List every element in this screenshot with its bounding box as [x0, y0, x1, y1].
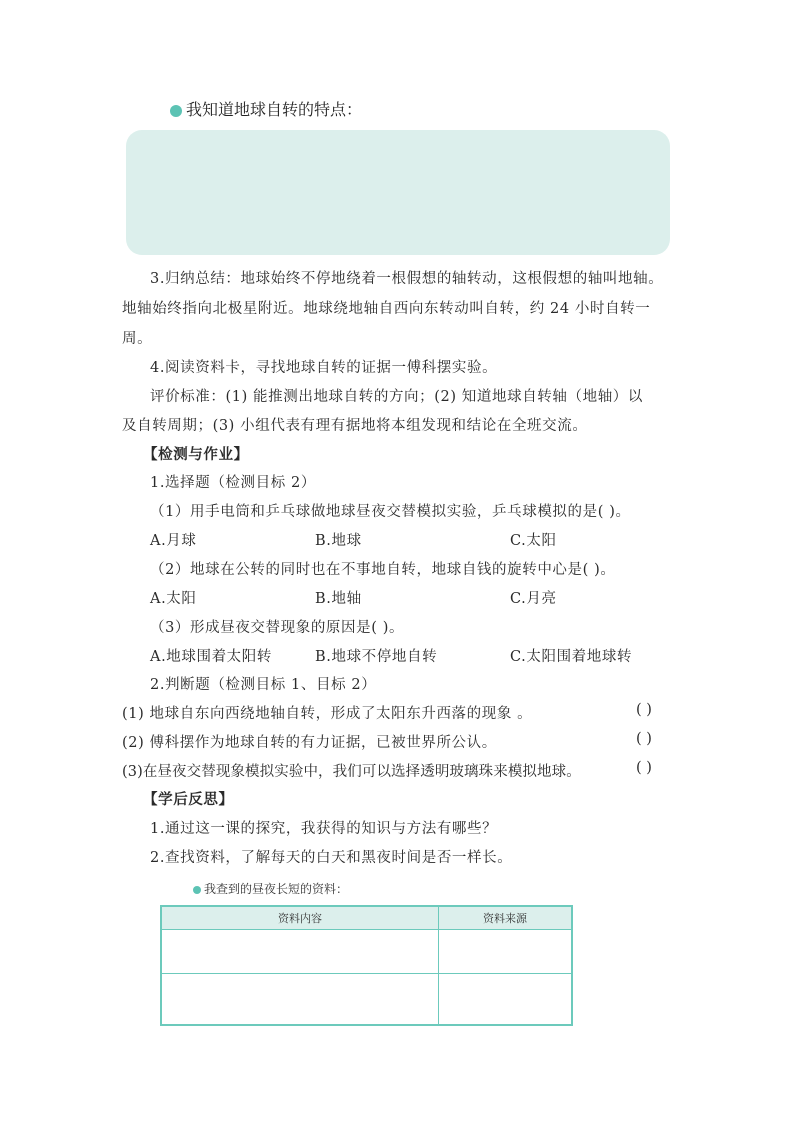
resource-table: [160, 905, 573, 1026]
header-content: 资料内容: [161, 906, 439, 930]
step4-text: 4.阅读资料卡，寻找地球自转的证据一傅科摆实验。: [150, 360, 498, 376]
cell-content-1[interactable]: [161, 930, 439, 974]
q2-option-c[interactable]: C.月亮: [510, 591, 557, 607]
q3-option-a[interactable]: A.地球围着太阳转: [150, 649, 272, 665]
q1-option-b[interactable]: B.地球: [315, 533, 362, 549]
header-source: 资料来源: [439, 906, 573, 930]
resource-heading: 我查到的昼夜长短的资料：: [193, 880, 348, 897]
q2-option-b[interactable]: B.地轴: [315, 591, 362, 607]
criteria-line-2: 及自转周期；(3) 小组代表有理有据地将本组发现和结论在全班交流。: [122, 418, 588, 434]
question-1-stem: （1）用手电筒和乒乓球做地球昼夜交替模拟实验，乒乓球模拟的是( )。: [150, 504, 631, 520]
cell-source-2[interactable]: [439, 974, 573, 1025]
cell-source-1[interactable]: [439, 930, 573, 974]
question-3-stem: （3）形成昼夜交替现象的原因是( )。: [150, 620, 405, 636]
bullet-dot-icon: [193, 886, 201, 894]
bullet-dot-icon: [170, 105, 182, 117]
judge-3-answer[interactable]: ( ): [636, 760, 652, 776]
summary-line-3: 周。: [122, 331, 153, 347]
summary-line-1: 3.归纳总结：地球始终不停地绕着一根假想的轴转动，这根假想的轴叫地轴。: [150, 271, 664, 287]
judge-2-text: (2) 傅科摆作为地球自转的有力证据，已被世界所公认。: [122, 735, 497, 751]
q3-option-c[interactable]: C.太阳围着地球转: [510, 649, 633, 665]
judge-2-answer[interactable]: ( ): [636, 731, 652, 747]
judge-title: 2.判断题（检测目标 1、目标 2）: [150, 677, 377, 693]
cell-content-2[interactable]: [161, 974, 439, 1025]
judge-3-text: (3)在昼夜交替现象模拟实验中，我们可以选择透明玻璃珠来模拟地球。: [122, 764, 581, 780]
test-section-title: 【检测与作业】: [143, 446, 249, 463]
choice-title: 1.选择题（检测目标 2）: [150, 475, 316, 491]
criteria-line-1: 评价标准：(1) 能推测出地球自转的方向；(2) 知道地球自转轴（地轴）以: [150, 389, 643, 405]
question-2-stem: （2）地球在公转的同时也在不事地自转，地球自钱的旋转中心是( )。: [150, 562, 616, 578]
knowledge-heading: 我知道地球自转的特点：: [170, 97, 362, 120]
q2-option-a[interactable]: A.太阳: [150, 591, 197, 607]
reflection-item-2: 2.查找资料，了解每天的白天和黑夜时间是否一样长。: [150, 850, 513, 866]
q1-option-c[interactable]: C.太阳: [510, 533, 557, 549]
judge-1-text: (1) 地球自东向西绕地轴自转，形成了太阳东升西落的现象 。: [122, 706, 533, 722]
q1-option-a[interactable]: A.月球: [150, 533, 197, 549]
reflection-title: 【学后反思】: [143, 791, 234, 808]
judge-1-answer[interactable]: ( ): [636, 702, 652, 718]
summary-line-2: 地轴始终指向北极星附近。地球绕地轴自西向东转动叫自转，约 24 小时自转一: [122, 301, 651, 317]
reflection-item-1: 1.通过这一课的探究，我获得的知识与方法有哪些？: [150, 821, 498, 837]
q3-option-b[interactable]: B.地球不停地自转: [315, 649, 438, 665]
answer-area[interactable]: [126, 130, 670, 255]
